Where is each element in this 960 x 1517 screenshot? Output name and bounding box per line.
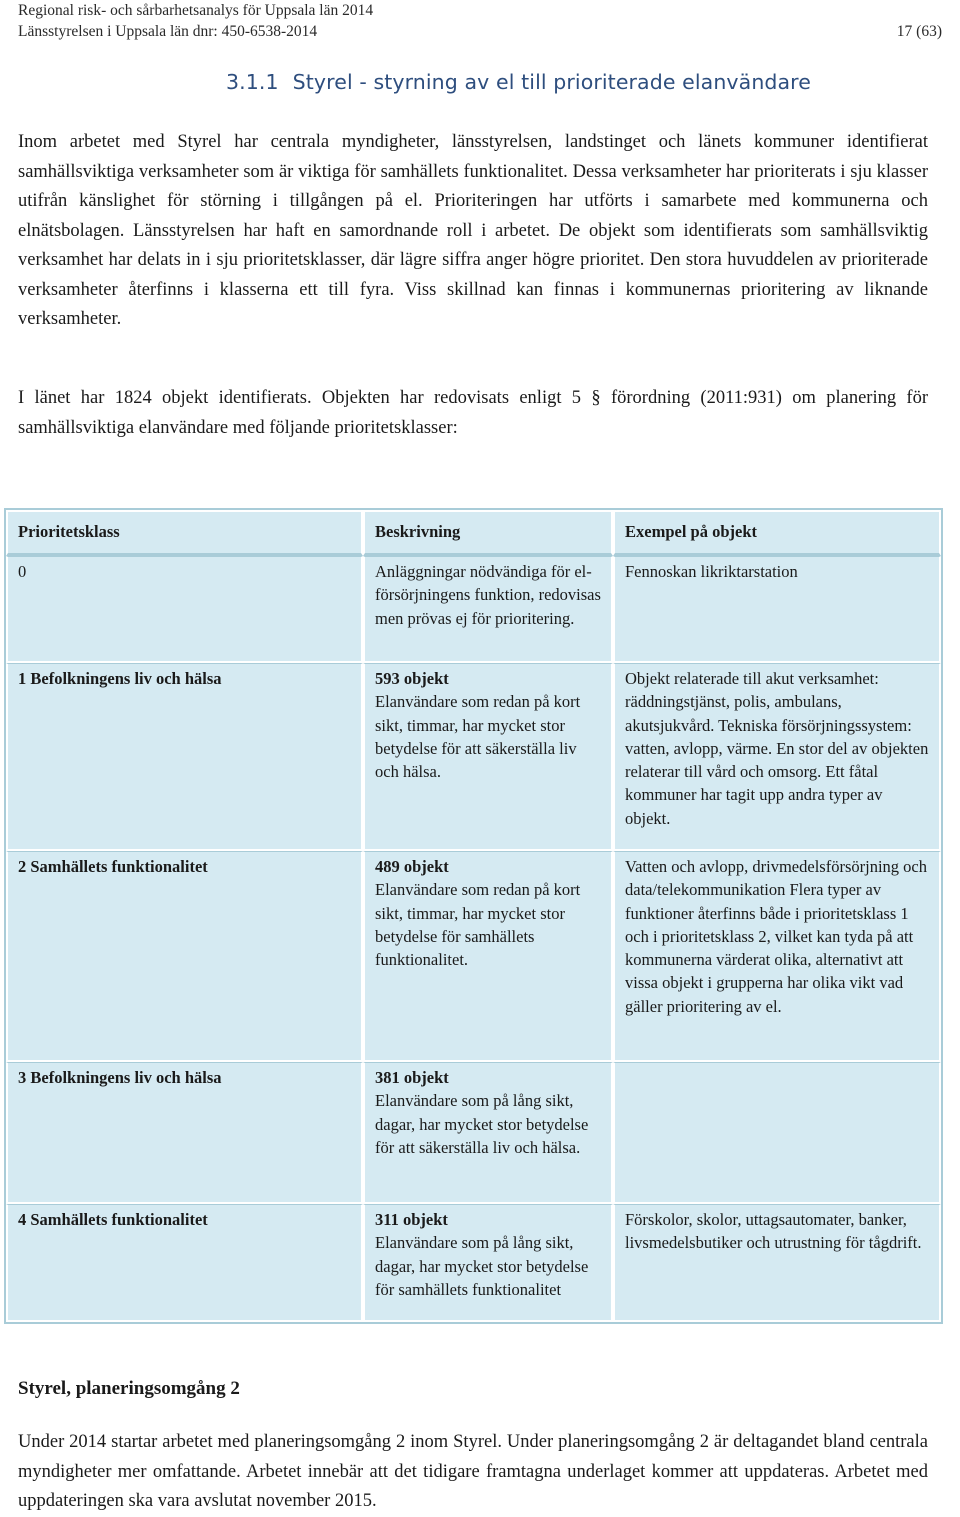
- column-header-example: Exempel på objekt: [613, 510, 941, 556]
- class-label: 0: [18, 562, 27, 581]
- section-number: 3.1.1: [226, 70, 279, 94]
- header-report-title: Regional risk- och sårbarhetsanalys för Uppsala län 2014: [18, 2, 374, 19]
- description-cell: [363, 851, 613, 1062]
- objects-paragraph: I länet har 1824 objekt identifierats. Objekten har redovisats enligt 5 § förordning (2011:931) om planering för samhällsviktiga elanvändare med följande prioritetsklasser:: [18, 388, 928, 438]
- table-row: [6, 663, 941, 851]
- class-cell: [6, 851, 363, 1062]
- class-label: 3 Befolkningens liv och hälsa: [18, 1068, 222, 1087]
- priority-class-table: [6, 510, 941, 1322]
- table-row: [6, 1204, 941, 1322]
- class-cell: [6, 663, 363, 851]
- section-title: Styrel - styrning av el till prioriterade elanvändare: [292, 70, 811, 94]
- description-cell: [363, 556, 613, 663]
- description-cell: [363, 1062, 613, 1204]
- header-document-number: Länsstyrelsen i Uppsala län dnr: 450-6538-2014: [18, 23, 318, 40]
- page-number: 17 (63): [896, 23, 942, 40]
- intro-paragraph: Inom arbetet med Styrel har centrala myndigheter, länsstyrelsen, landstinget och länets kommuner identifierat samhällsviktiga verksamheter som är viktiga för samhällets funktionalitet. Dessa verksamheter har prioriterats i sju klasser utifrån känslighet för störning i tillgången på el. Prioriteringen har utförts i samarbete med kommunerna och elnätsbolagen. Länsstyrelsen har haft en samordnande roll i arbetet. De objekt som identifierats som samhällsviktig verksamhet har delats in i sju prioritetsklasser, där lägre siffra anger högre prioritet. Den stora huvuddelen av prioriterade verksamheter återfinns i klasserna ett till fyra. Viss skillnad kan finnas i kommunernas prioritering av liknande verksamheter.: [18, 132, 928, 329]
- object-count: 593 objekt: [375, 669, 449, 688]
- class-label: 1 Befolkningens liv och hälsa: [18, 669, 222, 688]
- example-text: Förskolor, skolor, uttagsautomater, banker, livsmedelsbutiker och utrustning för tågdrift.: [625, 1210, 922, 1253]
- example-cell: [613, 663, 941, 851]
- class-cell: [6, 1062, 363, 1204]
- description-text: Anläggningar nödvändiga för el-försörjningens funktion, redovisas men prövas ej för prioritering.: [375, 562, 601, 628]
- example-cell: [613, 1062, 941, 1204]
- example-cell: [613, 1204, 941, 1322]
- description-cell: [363, 663, 613, 851]
- example-cell: [613, 851, 941, 1062]
- description-cell: [363, 1204, 613, 1322]
- object-count: 489 objekt: [375, 857, 449, 876]
- description-text: Elanvändare som redan på kort sikt, timmar, har mycket stor betydelse för att säkerställa liv och hälsa.: [375, 692, 581, 782]
- class-cell: [6, 556, 363, 663]
- table-row: [6, 851, 941, 1062]
- table-row: [6, 556, 941, 663]
- description-text: Elanvändare som redan på kort sikt, timmar, har mycket stor betydelse för samhällets funktionalitet.: [375, 880, 581, 970]
- subsection-heading: Styrel, planeringsomgång 2: [18, 1378, 240, 1399]
- planning-round-paragraph: Under 2014 startar arbetet med planeringsomgång 2 inom Styrel. Under planeringsomgång 2 är deltagandet bland centrala myndigheter mer omfattande. Arbetet innebär att det tidigare framtagna underlaget kommer att uppdateras. Arbetet med uppdateringen ska vara avslutat november 2015.: [18, 1432, 928, 1511]
- example-text: Fennoskan likriktarstation: [625, 562, 798, 581]
- example-text: Objekt relaterade till akut verksamhet: räddningstjänst, polis, ambulans, akutsjukvård. Tekniska försörjningssystem: vatten, avlopp, värme. En stor del av objekten relaterar till vård och omsorg. Ett fåtal kommuner har tagit upp andra typer av objekt.: [625, 669, 929, 828]
- table-row: [6, 1062, 941, 1204]
- description-text: Elanvändare som på lång sikt, dagar, har mycket stor betydelse för att säkerställa liv och hälsa.: [375, 1091, 589, 1157]
- class-label: 2 Samhällets funktionalitet: [18, 857, 208, 876]
- example-text: Vatten och avlopp, drivmedelsförsörjning och data/telekommunikation Flera typer av funktioner återfinns både i prioritetsklass 1 och i prioritetsklass 2, vilket kan tyda på att kommunerna värderat olika, alternativt att vissa objekt i grupperna har olika vikt vad gäller prioritering av el.: [625, 857, 927, 1016]
- section-heading: [226, 70, 811, 94]
- description-text: Elanvändare som på lång sikt, dagar, har mycket stor betydelse för samhällets funktionalitet: [375, 1233, 589, 1299]
- column-header-description: Beskrivning: [363, 510, 613, 556]
- object-count: 381 objekt: [375, 1068, 449, 1087]
- class-label: 4 Samhällets funktionalitet: [18, 1210, 208, 1229]
- table-header-row: [6, 510, 941, 556]
- column-header-class: Prioritetsklass: [6, 510, 363, 556]
- object-count: 311 objekt: [375, 1210, 448, 1229]
- example-cell: [613, 556, 941, 663]
- class-cell: [6, 1204, 363, 1322]
- page-header: [18, 0, 942, 42]
